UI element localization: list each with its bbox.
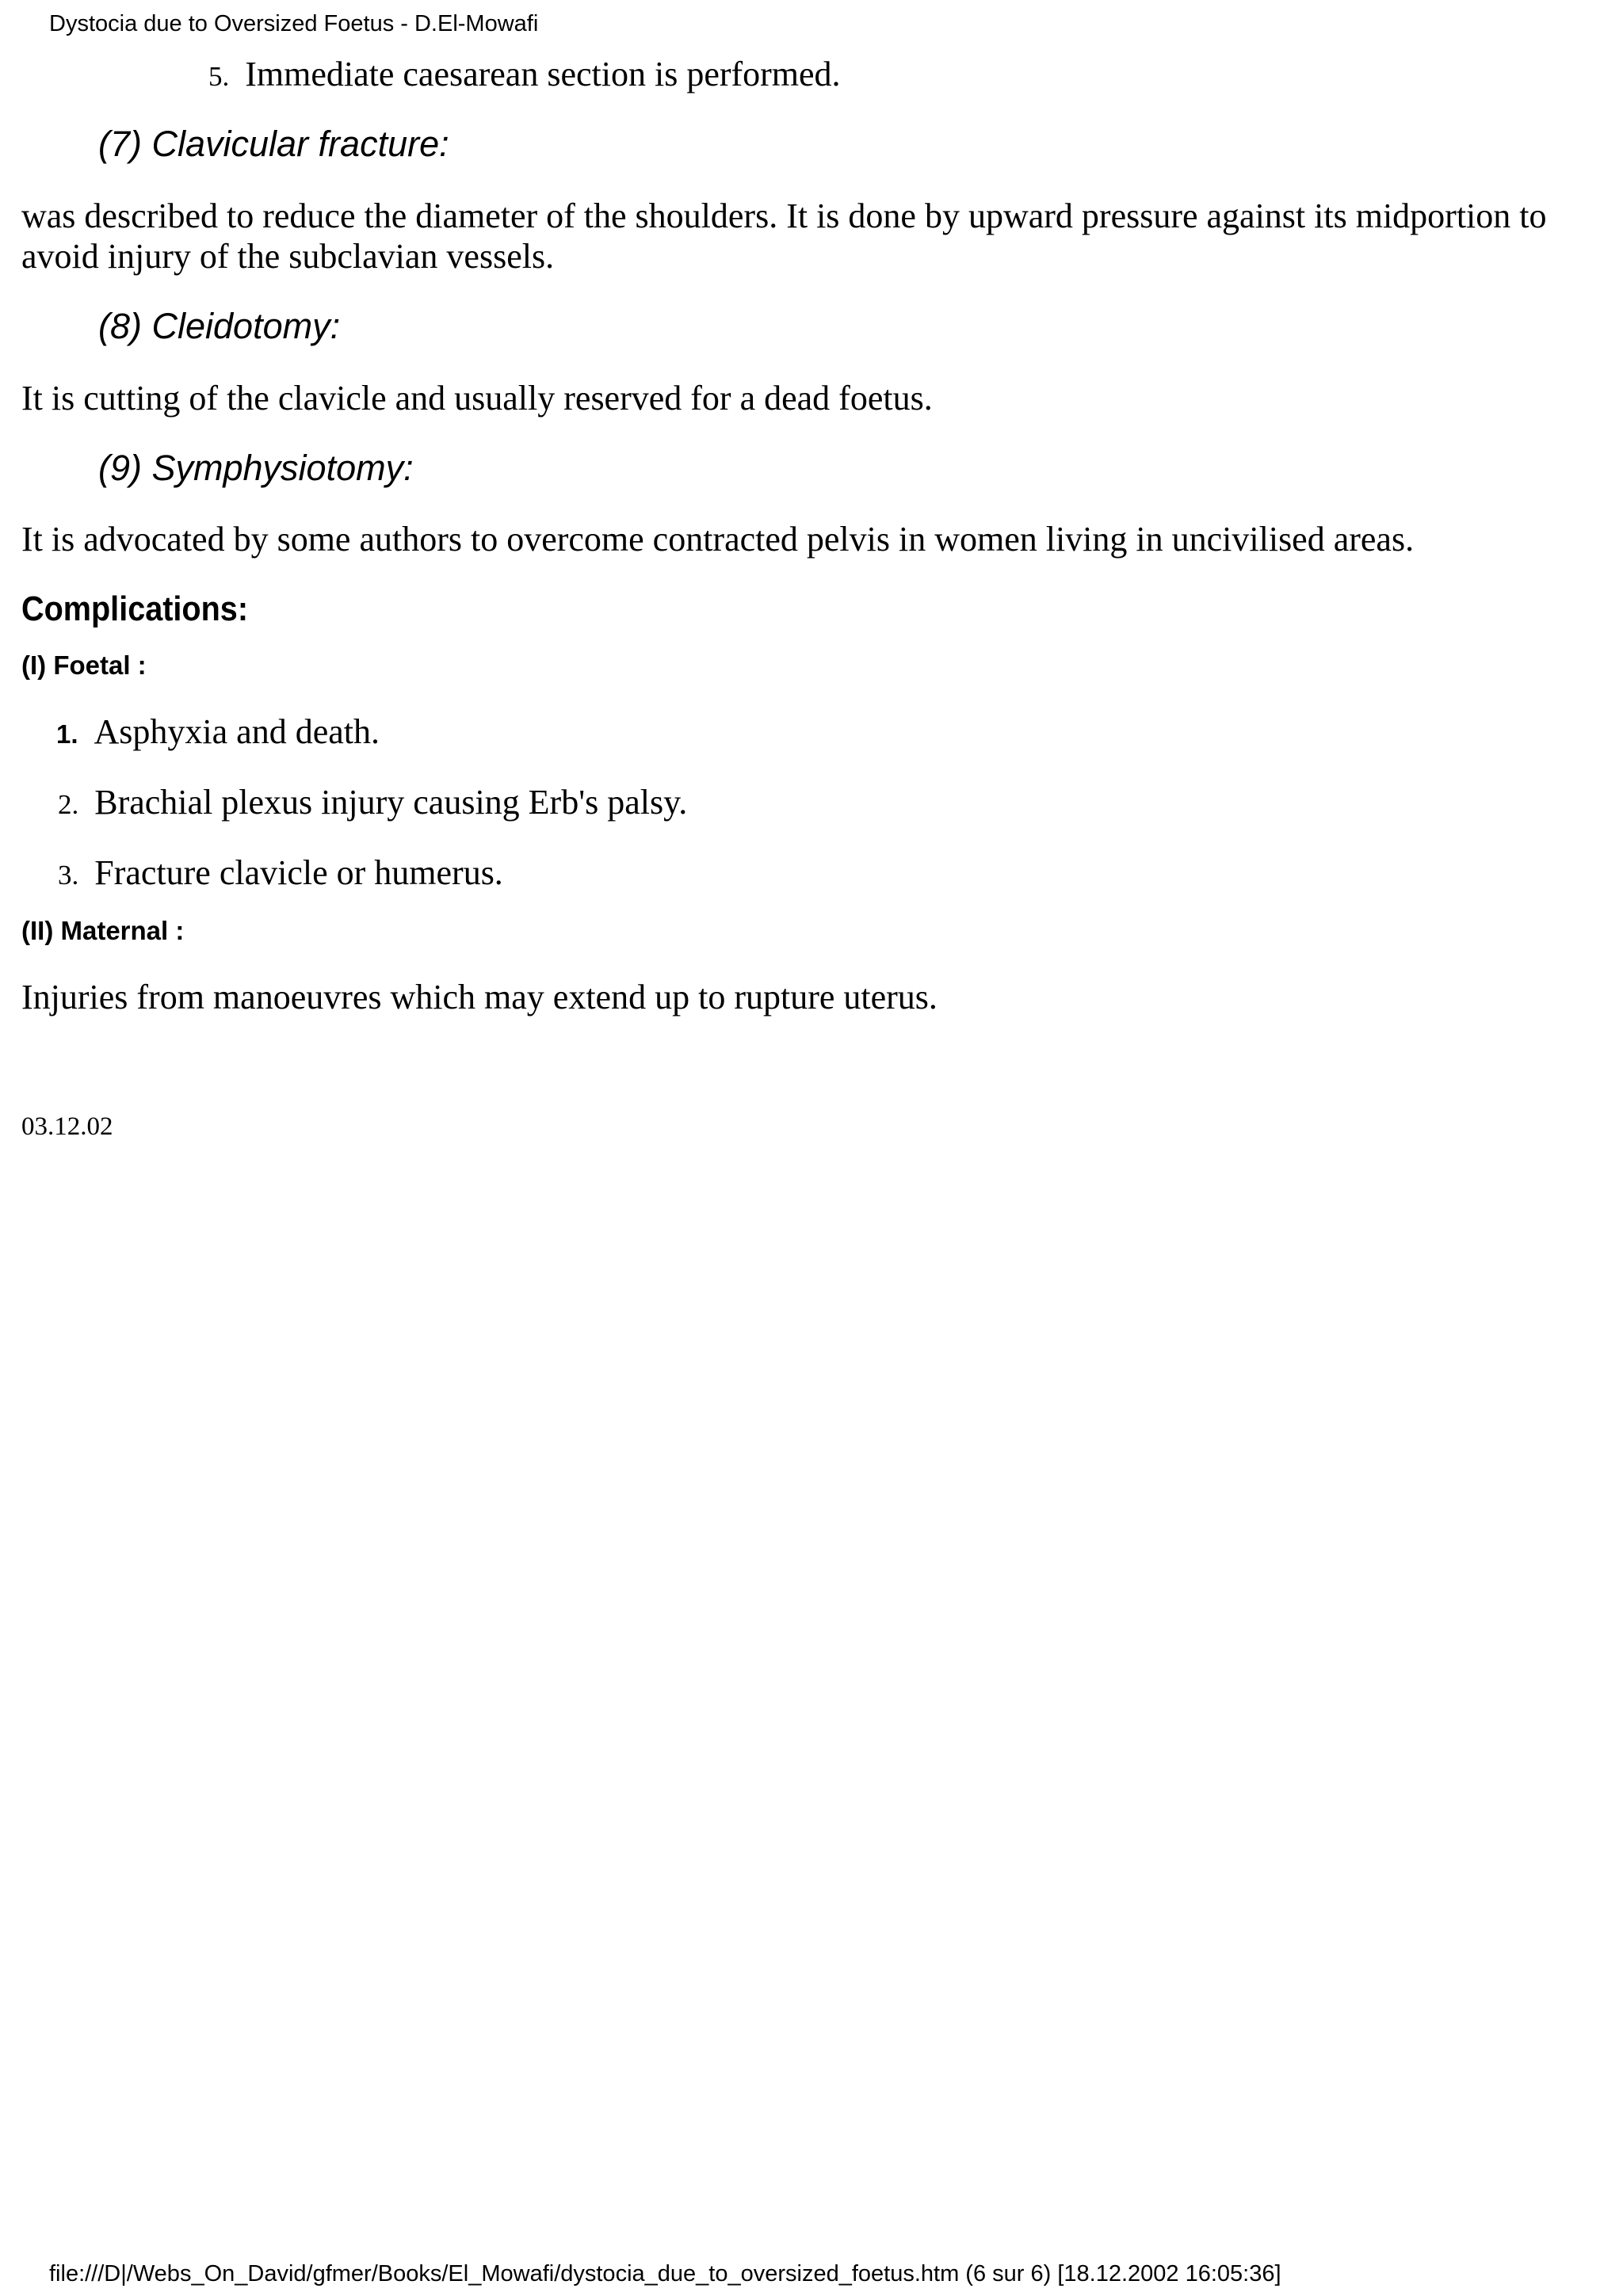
list-item-number: 5. [208,61,230,92]
document-date: 03.12.02 [21,1112,113,1141]
maternal-text: Injuries from manoeuvres which may extend up to rupture uterus. [21,978,938,1016]
list-item-text: Brachial plexus injury causing Erb's palsy. [94,783,688,822]
list-item-number: 1. [56,719,78,749]
list-item [58,782,687,822]
section-heading-cleidotomy: (8) Cleidotomy: [98,306,341,346]
foetal-heading: (I) Foetal : [21,650,147,680]
complications-heading: Complications: [21,589,249,628]
section-heading-clavicular-fracture: (7) Clavicular fracture: [98,124,449,164]
list-item [58,852,503,893]
page-header-title: Dystocia due to Oversized Foetus - D.El-Mowafi [49,11,539,36]
list-item-text: Asphyxia and death. [94,712,380,751]
list-item [208,54,841,94]
list-item-number: 2. [58,789,79,820]
list-item-number: 3. [58,860,79,891]
list-item [56,711,380,752]
page-footer-url: file:///D|/Webs_On_David/gfmer/Books/El_Mowafi/dystocia_due_to_oversized_foetus.htm (6 sur 6) [18.12.2002 16:05:36] [49,2261,1281,2286]
section-text-cleidotomy: It is cutting of the clavicle and usually reserved for a dead foetus. [21,379,933,418]
section-text-symphysiotomy: It is advocated by some authors to overcome contracted pelvis in women living in uncivilised areas. [21,520,1415,559]
section-text-clavicular-fracture: was described to reduce the diameter of the shoulders. It is done by upward pressure against its midportion to avoid injury of the subclavian vessels. [21,196,1547,276]
list-item-text: Fracture clavicle or humerus. [94,853,503,892]
maternal-heading: (II) Maternal : [21,916,185,945]
list-item-text: Immediate caesarean section is performed. [245,55,841,93]
section-heading-symphysiotomy: (9) Symphysiotomy: [98,448,414,488]
